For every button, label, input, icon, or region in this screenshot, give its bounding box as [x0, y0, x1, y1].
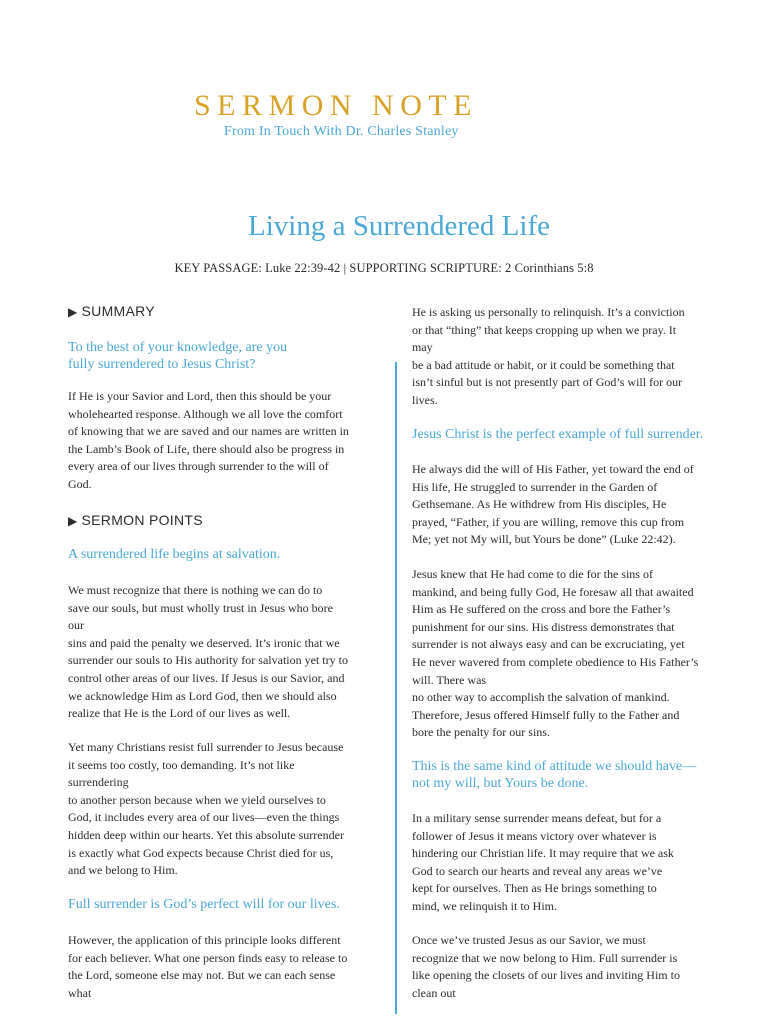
summary-heading — [68, 303, 155, 319]
perfect-will-paragraph: However, the application of this principle looks different for each believer. What one person finds easy to release to the Lord, someone else may not. But we can each sense what — [68, 933, 348, 1000]
point-heading-salvation: A surrendered life begins at salvation. — [68, 547, 281, 562]
military-sense-paragraph: In a military sense surrender means defeat, but for a follower of Jesus it means victory over whatever is hindering our Christian life. It may require that we ask God to search our hearts and reveal any areas we’ve kept for ourselves. Then as He brings something to mind, we relinquish it to Him. — [412, 811, 674, 913]
sermon-points-heading — [68, 512, 203, 528]
triangle-bullet-icon: ▶ — [68, 514, 78, 528]
salvation-paragraph-2: Yet many Christians resist full surrender to Jesus because it seems too costly, too demanding. It’s not like surrendering to another person because when we yield ourselves to God, it includes every area of our lives—even the things hidden deep within our hearts. Yet this absolute surrender is exactly what God expects because Christ died for us, and we belong to Him. — [68, 740, 344, 878]
sermon-points-heading-label: SERMON POINTS — [81, 512, 203, 528]
point-heading-perfect-will: Full surrender is God’s perfect will for our lives. — [68, 897, 340, 912]
point-heading-attitude: This is the same kind of attitude we should have— not my will, but Yours be done. — [412, 759, 697, 791]
summary-question: To the best of your knowledge, are you fully surrendered to Jesus Christ? — [68, 340, 288, 372]
relinquish-paragraph: He is asking us personally to relinquish. It’s a conviction or that “thing” that keeps cropping up when we pray. It may be a bad attitude or habit, or it could be something that isn’t sinful but is not presently part of God’s will for our lives. — [412, 305, 685, 407]
column-divider — [395, 362, 397, 1014]
summary-paragraph: If He is your Savior and Lord, then this should be your wholehearted response. Although we all love the comfort of knowing that we are saved and our names are written in the Lamb’s Book of Life, there should also be progress in every area of our lives through surrender to the will of God. — [68, 389, 349, 491]
key-passage: KEY PASSAGE: Luke 22:39-42 | SUPPORTING SCRIPTURE: 2 Corinthians 5:8 — [174, 261, 594, 275]
masthead — [194, 90, 478, 140]
sermon-note-title: SERMON NOTE — [194, 89, 479, 122]
salvation-paragraph-1: We must recognize that there is nothing we can do to save our souls, but must wholly trust in Jesus who bore our sins and paid the penalty we deserved. It’s ironic that we surrender our souls to His authority for salvation yet try to control other areas of our lives. If Jesus is our Savior, and we acknowledge Him as Lord God, then we should also realize that He is the Lord of our lives as well. — [68, 583, 348, 721]
summary-heading-label: SUMMARY — [81, 303, 155, 319]
jesus-knew-paragraph: Jesus knew that He had come to die for the sins of mankind, and being fully God, He foresaw all that awaited Him as He suffered on the cross and bore the Father’s punishment for our sins. His distress demonstrates that surrender is not always easy and can be excruciating, yet He never wavered from complete obedience to His Father’s will. There was no other way to accomplish the salvation of mankind. Therefore, Jesus offered Himself fully to the Father and bore the penalty for our sins. — [412, 567, 699, 740]
sermon-note-subtitle: From In Touch With Dr. Charles Stanley — [224, 124, 459, 139]
document-title: Living a Surrendered Life — [248, 210, 550, 242]
once-trusted-paragraph: Once we’ve trusted Jesus as our Savior, we must recognize that we now belong to Him. Full surrender is like opening the closets of our lives and inviting Him to clean out — [412, 933, 680, 1000]
triangle-bullet-icon: ▶ — [68, 305, 78, 319]
point-heading-jesus-example: Jesus Christ is the perfect example of full surrender. — [412, 427, 704, 442]
gethsemane-paragraph: He always did the will of His Father, yet toward the end of His life, He struggled to surrender in the Garden of Gethsemane. As He withdrew from His disciples, He prayed, “Father, if you are willing, remove this cup from Me; yet not My will, but Yours be done” (Luke 22:42). — [412, 462, 694, 547]
